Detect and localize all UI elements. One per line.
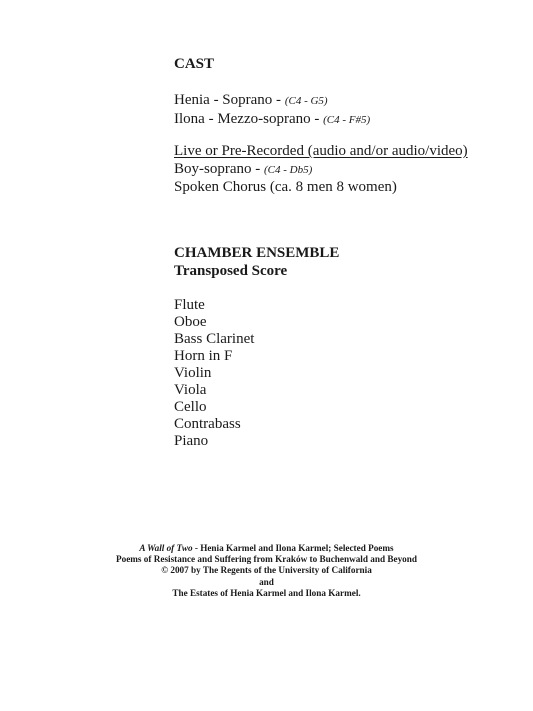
vocal-range: (C4 - F#5) <box>323 113 371 126</box>
instrument-item: Piano <box>174 433 209 449</box>
instrument-item: Oboe <box>174 314 207 330</box>
book-authors: - Henia Karmel and Ilona Karmel; Selected Poems <box>192 543 394 553</box>
recorded-heading: Live or Pre-Recorded (audio and/or audio/video) <box>174 143 468 159</box>
book-title: A Wall of Two <box>139 543 193 553</box>
cast-role: Spoken Chorus (ca. 8 men 8 women) <box>174 179 397 195</box>
cast-role: Ilona - Mezzo-soprano - <box>174 110 324 127</box>
instrument-item: Violin <box>174 365 212 381</box>
cast-section <box>174 55 214 73</box>
cast-spoken-chorus <box>174 179 468 197</box>
cast-singer-henia <box>174 92 370 111</box>
instrument-item: Cello <box>174 399 207 415</box>
vocal-range: (C4 - Db5) <box>264 163 313 176</box>
cast-role: Henia - Soprano - <box>174 92 285 108</box>
instrument-item: Contrabass <box>174 416 241 432</box>
cast-boy-soprano <box>174 161 468 180</box>
credit-title-line <box>0 543 533 554</box>
cast-heading: CAST <box>174 56 215 72</box>
vocal-range: (C4 - G5) <box>284 95 328 107</box>
instrument-list <box>174 297 254 450</box>
credit-estates: The Estates of Henia Karmel and Ilona Karmel. <box>172 587 361 598</box>
instrument-item: Horn in F <box>174 348 233 364</box>
cast-role: Boy-soprano - <box>174 160 264 177</box>
copyright-credits <box>0 543 533 599</box>
ensemble-subheading: Transposed Score <box>174 263 288 279</box>
instrument-item: Bass Clarinet <box>174 331 255 347</box>
ensemble-section <box>174 244 339 280</box>
copyright-notice: © 2007 by The Regents of the University of California <box>161 565 372 576</box>
instrument-item: Flute <box>174 297 205 313</box>
credit-and: and <box>259 576 274 587</box>
recorded-cast-list <box>174 143 468 197</box>
cast-singers-list <box>174 92 370 129</box>
instrument-item: Viola <box>174 382 207 398</box>
cast-singer-ilona <box>174 111 370 130</box>
credit-subtitle: Poems of Resistance and Suffering from Kraków to Buchenwald and Beyond <box>116 554 417 565</box>
ensemble-heading: CHAMBER ENSEMBLE <box>174 245 340 261</box>
